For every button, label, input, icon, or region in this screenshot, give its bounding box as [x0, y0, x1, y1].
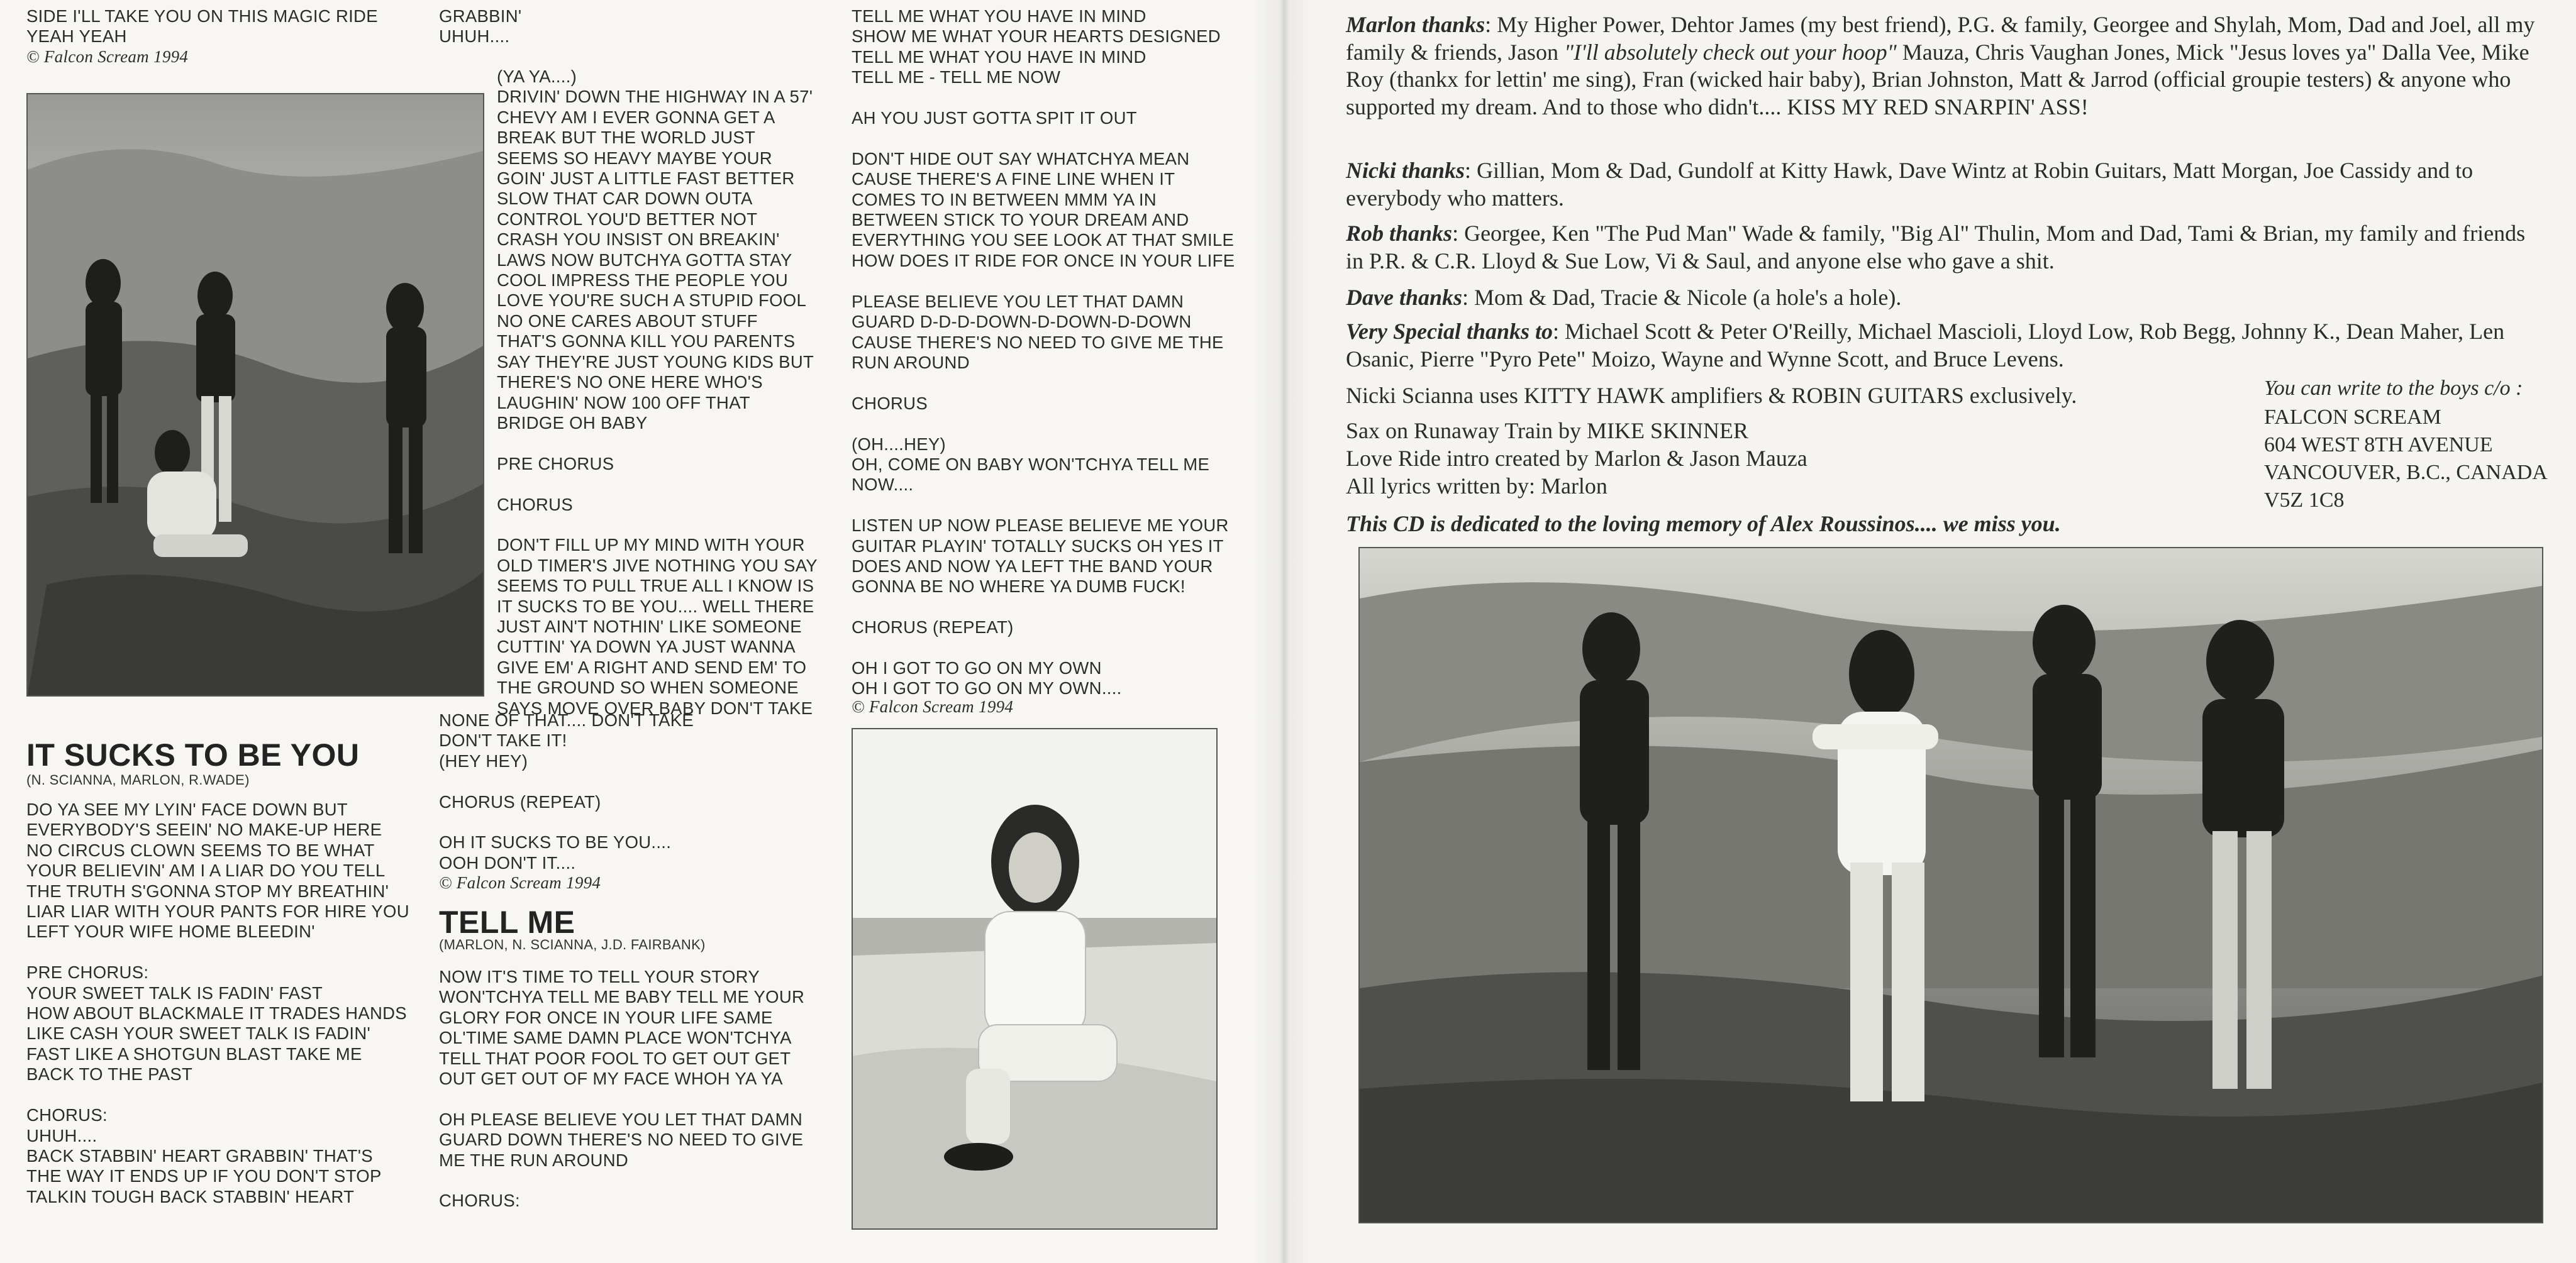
address-line-1: FALCON SCREAM	[2264, 405, 2441, 429]
lyrics-song1-col2-indented: (YA YA....) DRIVIN' DOWN THE HIGHWAY IN A 57' CHEVY AM I EVER GONNA GET A BREAK BUT THE WORLD JUST SEEMS SO HEAVY MAYBE YOUR GOIN' JUST A LITTLE FAST BETTER SLOW THAT CAR DOWN OUTA CONTROL YOU'D BETTER NOT CRASH YOU INSIST ON BREAKIN' LAWS NOW BUTCHYA GOTTA STAY COOL IMPRESS THE PEOPLE YOU LOVE YOU'RE SUCH A STUPID FOOL NO ONE CARES ABOUT STUFF THAT'S GONNA KILL YOU PARENTS SAY THEY'RE JUST YOUNG KIDS BUT THERE'S NO ONE HERE WHO'S LAUGHIN' NOW 100 OFF THAT BRIDGE OH BABY PRE CHORUS CHORUS DON'T FILL UP MY MIND WITH YOUR OLD TIMER'S JIVE NOTHING YOU SAY SEEMS TO PULL TRUE ALL I KNOW IS IT SUCKS TO BE YOU.... WELL THERE JUST AIN'T NOTHIN' LIKE SOMEONE CUTTIN' YA DOWN YA JUST WANNA GIVE EM' A RIGHT AND SEND EM' TO THE GROUND SO WHEN SOMEONE SAYS MOVE OVER BABY DON'T TAKE	[497, 67, 818, 718]
lyrics-song1-col2-bottom: NONE OF THAT.... DON'T TAKE DON'T TAKE IT! (HEY HEY) CHORUS (REPEAT) OH IT SUCKS TO BE YOU.... OOH DON'T IT....	[439, 710, 694, 873]
info-line-lyrics: All lyrics written by: Marlon	[1346, 473, 1607, 499]
address-heading: You can write to the boys c/o :	[2264, 377, 2523, 400]
lyrics-song1-col2-top: GRABBIN' UHUH....	[439, 6, 522, 47]
address-line-3: VANCOUVER, B.C., CANADA	[2264, 461, 2548, 484]
address-line-4: V5Z 1C8	[2264, 488, 2345, 512]
thanks-nicki: Nicki thanks: Gillian, Mom & Dad, Gundolf at Kitty Hawk, Dave Wintz at Robin Guitars, Matt Morgan, Joe Cassidy and to everybody who matters.	[1346, 158, 2473, 211]
thanks-name: Rob thanks	[1346, 221, 1453, 246]
thanks-marlon: Marlon thanks: My Higher Power, Dehtor James (my best friend), P.G. & family, Georgee and Shylah, Mom, Dad and Joel, all my family & friends, Jason "I'll absolutely check out your hoop" Mauza, Chris Vaughan Jones, Mick "Jesus loves ya" Dalla Vee, Mike Roy (thankx for lettin' me sing), Fran (wicked hair baby), Brian Johnston, Matt & Jarrod (official groupie testers) & anyone who supported my dream. And to those who didn't.... KISS MY RED SNARPIN' ASS!	[1346, 12, 2535, 119]
group-photo-illustration	[1360, 548, 2542, 1222]
thanks-name: Nicki thanks	[1346, 158, 1465, 183]
portrait-illustration	[853, 729, 1216, 1228]
info-line-intro: Love Ride intro created by Marlon & Jason Mauza	[1346, 446, 1807, 471]
dedication: This CD is dedicated to the loving memory of Alex Roussinos.... we miss you.	[1346, 511, 2061, 536]
info-line-gear: Nicki Scianna uses KITTY HAWK amplifiers & ROBIN GUITARS exclusively.	[1346, 383, 2077, 408]
song-title-it-sucks-to-be-you: IT SUCKS TO BE YOU	[26, 737, 360, 773]
song-credits-2: (MARLON, N. SCIANNA, J.D. FAIRBANK)	[439, 937, 706, 952]
band-group-photo	[1358, 547, 2543, 1223]
thanks-name: Dave thanks	[1346, 285, 1463, 310]
copyright-line: © Falcon Scream 1994	[26, 47, 189, 66]
lyrics-song2-col3: TELL ME WHAT YOU HAVE IN MIND SHOW ME WHAT YOUR HEARTS DESIGNED TELL ME WHAT YOU HAVE IN MIND TELL ME - TELL ME NOW AH YOU JUST GOTTA SPIT IT OUT DON'T HIDE OUT SAY WHATCHYA MEAN CAUSE THERE'S A FINE LINE WHEN IT COMES TO IN BETWEEN MMM YA IN BETWEEN STICK TO YOUR DREAM AND EVERYTHING YOU SEE LOOK AT THAT SMILE HOW DOES IT RIDE FOR ONCE IN YOUR LIFE PLEASE BELIEVE YOU LET THAT DAMN GUARD D-D-D-DOWN-D-DOWN-D-DOWN CAUSE THERE'S NO NEED TO GIVE ME THE RUN AROUND CHORUS (OH....HEY) OH, COME ON BABY WON'TCHYA TELL ME NOW.... LISTEN UP NOW PLEASE BELIEVE ME YOUR GUITAR PLAYIN' TOTALLY SUCKS OH YES IT DOES AND NOW YA LEFT THE BAND YOUR GONNA BE NO WHERE YA DUMB FUCK! CHORUS (REPEAT) OH I GOT TO GO ON MY OWN OH I GOT TO GO ON MY OWN....	[852, 6, 1235, 698]
thanks-name: Very Special thanks to	[1346, 319, 1553, 344]
song-credits-1: (N. SCIANNA, MARLON, R.WADE)	[26, 772, 250, 788]
band-photo-illustration	[28, 94, 483, 695]
info-line-sax: Sax on Runaway Train by MIKE SKINNER	[1346, 418, 1749, 443]
copyright-song1: © Falcon Scream 1994	[439, 873, 601, 892]
lyrics-end-prev-song: SIDE I'LL TAKE YOU ON THIS MAGIC RIDE YEAH YEAH	[26, 6, 378, 47]
address-line-2: 604 WEST 8TH AVENUE	[2264, 433, 2493, 456]
band-photo-rocks	[26, 93, 484, 697]
copyright-song2: © Falcon Scream 1994	[852, 697, 1014, 716]
thanks-name: Marlon thanks	[1346, 12, 1485, 37]
song-title-tell-me: TELL ME	[439, 905, 575, 940]
lyrics-song1-col1: DO YA SEE MY LYIN' FACE DOWN BUT EVERYBODY'S SEEIN' NO MAKE-UP HERE NO CIRCUS CLOWN SEEMS TO BE WHAT YOUR BELIEVIN' AM I A LIAR DO YOU TELL THE TRUTH S'GONNA STOP MY BREATHIN' LIAR LIAR WITH YOUR PANTS FOR HIRE YOU LEFT YOUR WIFE HOME BLEEDIN' PRE CHORUS: YOUR SWEET TALK IS FADIN' FAST HOW ABOUT BLACKMALE IT TRADES HANDS LIKE CASH YOUR SWEET TALK IS FADIN' FAST LIKE A SHOTGUN BLAST TAKE ME BACK TO THE PAST CHORUS: UHUH.... BACK STABBIN' HEART GRABBIN' THAT'S THE WAY IT ENDS UP IF YOU DON'T STOP TALKIN TOUGH BACK STABBIN' HEART	[26, 800, 409, 1206]
thanks-rob: Rob thanks: Georgee, Ken "The Pud Man" Wade & family, "Big Al" Thulin, Mom and Dad, Tami & Brian, my family and friends in P.R. & C.R. Lloyd & Sue Low, Vi & Saul, and anyone else who gave a shit.	[1346, 221, 2526, 273]
lyrics-song2-col2: NOW IT'S TIME TO TELL YOUR STORY WON'TCHYA TELL ME BABY TELL ME YOUR GLORY FOR ONCE IN YOUR LIFE SAME OL'TIME SAME DAMN PLACE WON'TCHYA TELL THAT POOR FOOL TO GET OUT GET OUT GET OUT OF MY FACE WHOH YA YA OH PLEASE BELIEVE YOU LET THAT DAMN GUARD DOWN THERE'S NO NEED TO GIVE ME THE RUN AROUND CHORUS:	[439, 967, 805, 1211]
band-member-portrait	[852, 728, 1218, 1230]
thanks-dave: Dave thanks: Mom & Dad, Tracie & Nicole (a hole's a hole).	[1346, 285, 1902, 310]
thanks-very-special: Very Special thanks to: Michael Scott & Peter O'Reilly, Michael Mascioli, Lloyd Low, Rob Begg, Johnny K., Dean Maher, Len Osanic, Pierre "Pyro Pete" Moizo, Wayne and Wynne Scott, and Bruce Levens.	[1346, 319, 2505, 372]
